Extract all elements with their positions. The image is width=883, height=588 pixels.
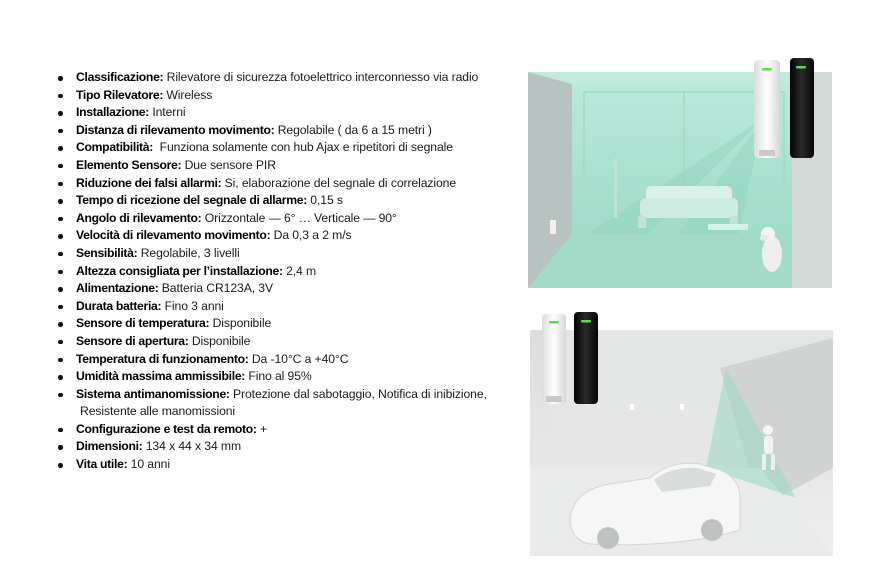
spec-item-elemento-sensore bbox=[56, 157, 536, 175]
spec-label: Sistema antimanomissione: bbox=[76, 386, 230, 401]
spec-value: Batteria CR123A, 3V bbox=[161, 281, 274, 296]
spec-label: Tipo Rilevatore: bbox=[76, 87, 164, 102]
spec-value: Rilevatore di sicurezza fotoelettrico interconnesso via radio bbox=[166, 70, 479, 84]
spec-item-tempo-ricezione bbox=[56, 192, 536, 210]
room-illustration-image bbox=[528, 58, 832, 288]
spec-item-sensibilita bbox=[56, 245, 536, 263]
spec-item-velocita bbox=[56, 227, 536, 245]
spec-label: Sensore di temperatura: bbox=[76, 316, 210, 331]
spec-value: + bbox=[259, 421, 268, 436]
spec-item-temperatura-funzionamento bbox=[56, 351, 536, 369]
garage-illustration-image bbox=[530, 308, 833, 556]
spec-label: Installazione: bbox=[76, 105, 150, 120]
spec-label: Altezza consigliata per l’installazione: bbox=[76, 263, 283, 278]
spec-item-falsi-allarmi bbox=[56, 175, 536, 193]
spec-label: Riduzione dei falsi allarmi: bbox=[76, 175, 222, 190]
spec-value: Protezione dal sabotaggio, Notifica di inibizione, bbox=[233, 386, 487, 401]
spec-label: Configurazione e test da remoto: bbox=[76, 421, 257, 436]
spec-item-alimentazione bbox=[56, 280, 536, 298]
spec-value: Fino 3 anni bbox=[164, 298, 224, 313]
spec-item-compatibilita bbox=[56, 139, 536, 157]
spec-label: Temperatura di funzionamento: bbox=[76, 351, 249, 366]
spec-value: Regolabile, 3 livelli bbox=[140, 245, 240, 260]
spec-label: Sensibilità: bbox=[76, 245, 138, 260]
spec-label: Sensore di apertura: bbox=[76, 333, 189, 348]
spec-value: Interni bbox=[152, 105, 186, 120]
spec-value: 2,4 m bbox=[286, 263, 317, 278]
spec-item-classificazione bbox=[56, 69, 536, 87]
spec-item-altezza bbox=[56, 263, 536, 281]
spec-label: Compatibilità: bbox=[76, 140, 154, 155]
spec-list bbox=[56, 69, 536, 474]
spec-value: Disponibile bbox=[191, 333, 251, 348]
spec-value: Da -10°C a +40°C bbox=[251, 351, 349, 366]
spec-item-umidita bbox=[56, 368, 536, 386]
spec-value: Orizzontale — 6° … Verticale — 90° bbox=[204, 210, 397, 225]
spec-item-distanza bbox=[56, 122, 536, 140]
spec-value-continued: Resistente alle manomissioni bbox=[80, 404, 236, 419]
spec-item-installazione bbox=[56, 104, 536, 122]
spec-value: Disponibile bbox=[212, 316, 272, 331]
spec-label: Dimensioni: bbox=[76, 439, 143, 454]
spec-label: Tempo di ricezione del segnale di allarme: bbox=[76, 193, 307, 208]
spec-label: Elemento Sensore: bbox=[76, 157, 182, 172]
spec-item-sensore-temperatura bbox=[56, 315, 536, 333]
spec-value: 10 anni bbox=[130, 457, 170, 472]
spec-value: Wireless bbox=[166, 87, 213, 102]
spec-item-configurazione bbox=[56, 421, 536, 439]
spec-label: Durata batteria: bbox=[76, 298, 162, 313]
spec-item-sensore-apertura bbox=[56, 333, 536, 351]
spec-label: Classificazione: bbox=[76, 70, 164, 84]
spec-value: Regolabile ( da 6 a 15 metri ) bbox=[277, 122, 432, 137]
spec-item-dimensioni bbox=[56, 438, 536, 456]
spec-item-durata-batteria bbox=[56, 298, 536, 316]
spec-value: Si, elaborazione del segnale di correlazione bbox=[224, 175, 457, 190]
spec-value: 0,15 s bbox=[310, 193, 343, 208]
spec-value: Due sensore PIR bbox=[184, 157, 276, 172]
spec-label: Alimentazione: bbox=[76, 281, 159, 296]
spec-label: Distanza di rilevamento movimento: bbox=[76, 122, 275, 137]
spec-value: Funziona solamente con hub Ajax e ripetitori di segnale bbox=[159, 140, 453, 155]
spec-item-antimanomissione bbox=[56, 386, 536, 421]
spec-value: Fino al 95% bbox=[248, 369, 312, 384]
spec-label: Angolo di rilevamento: bbox=[76, 210, 202, 225]
spec-item-tipo-rilevatore bbox=[56, 87, 536, 105]
spec-value: 134 x 44 x 34 mm bbox=[145, 439, 242, 454]
spec-item-vita-utile bbox=[56, 456, 536, 474]
spec-value: Da 0,3 a 2 m/s bbox=[273, 228, 352, 243]
spec-label: Vita utile: bbox=[76, 457, 128, 472]
spec-label: Umidità massima ammissibile: bbox=[76, 369, 246, 384]
spec-label: Velocità di rilevamento movimento: bbox=[76, 228, 271, 243]
spec-item-angolo bbox=[56, 210, 536, 228]
